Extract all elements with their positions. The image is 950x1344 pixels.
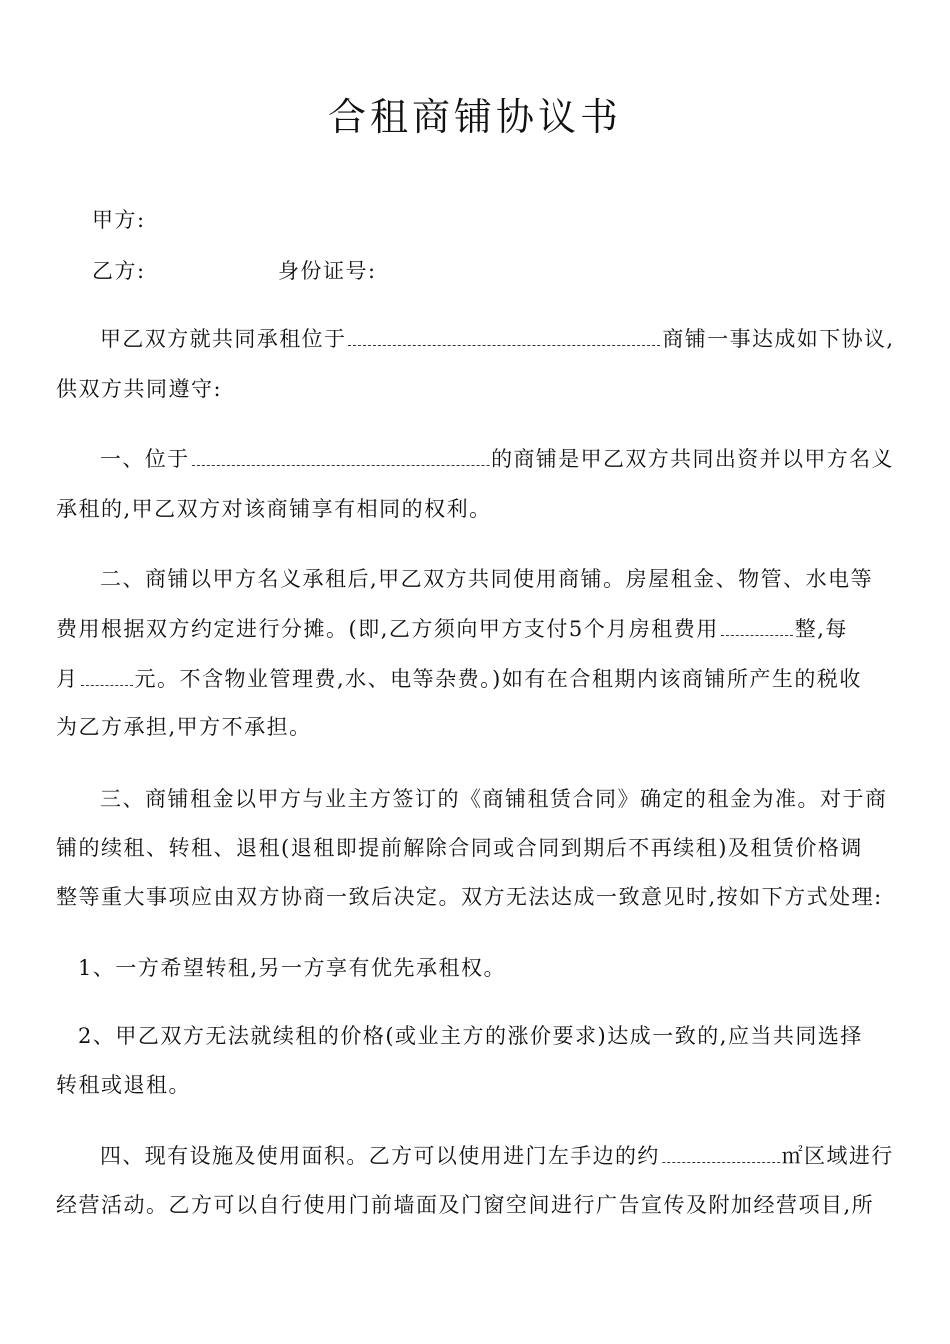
clause4-line-1 (100, 1141, 894, 1171)
intro-text-pre: 甲乙双方就共同承租位于 (100, 327, 347, 351)
area-blank[interactable] (662, 1144, 780, 1163)
clause4-line-2: 经营活动。乙方可以自行使用门前墙面及门窗空间进行广告宣传及附加经营项目,所 (56, 1193, 875, 1217)
clause2-line-3 (56, 664, 862, 694)
intro-line-2: 供双方共同遵守: (56, 377, 223, 401)
intro-line-1 (100, 324, 894, 354)
clause2-line3-pre: 月 (56, 667, 79, 691)
clause3-line-2: 铺的续租、转租、退租(退租即提前解除合同或合同到期后不再续租)及租赁价格调 (56, 836, 863, 860)
document-title: 合租商铺协议书 (327, 95, 622, 139)
party-b-label: 乙方: (92, 259, 146, 283)
item-1: 1、一方希望转租,另一方享有优先承租权。 (78, 956, 507, 980)
clause4-text-pre: 四、现有设施及使用面积。乙方可以使用进门左手边的约 (100, 1144, 660, 1168)
clause1-line-2: 承租的,甲乙双方对该商铺享有相同的权利。 (56, 497, 492, 521)
clause2-line3-post: 元。不含物业管理费,水、电等杂费。)如有在合租期内该商铺所产生的税收 (134, 667, 862, 691)
item-2-line-1: 2、甲乙双方无法就续租的价格(或业主方的涨价要求)达成一致的,应当共同选择 (78, 1024, 863, 1048)
party-a-label: 甲方: (92, 208, 146, 232)
intro-text-post: 商铺一事达成如下协议, (662, 327, 895, 351)
clause2-line2-pre: 费用根据双方约定进行分摊。(即,乙方须向甲方支付5个月房租费用 (56, 617, 719, 641)
clause3-line-1: 三、商铺租金以甲方与业主方签订的《商铺租赁合同》确定的租金为准。对于商 (100, 787, 888, 811)
clause2-line-2 (56, 614, 848, 644)
monthly-rent-blank[interactable] (81, 667, 133, 686)
clause1-text-pre: 一、位于 (100, 447, 190, 471)
clause1-text-post: 的商铺是甲乙双方共同出资并以甲方名义 (491, 447, 894, 471)
clause1-line-1 (100, 444, 894, 474)
rent-total-blank[interactable] (721, 617, 793, 636)
id-number-label: 身份证号: (278, 259, 377, 283)
item-2-line-2: 转租或退租。 (56, 1073, 191, 1097)
clause2-line-1: 二、商铺以甲方名义承租后,甲乙双方共同使用商铺。房屋租金、物管、水电等 (100, 567, 874, 591)
clause2-line-4: 为乙方承担,甲方不承担。 (56, 715, 312, 739)
clause3-line-3: 整等重大事项应由双方协商一致后决定。双方无法达成一致意见时,按如下方式处理: (56, 885, 883, 909)
location-blank[interactable] (348, 327, 660, 346)
clause4-text-post: ㎡区域进行 (781, 1144, 894, 1168)
shop-location-blank[interactable] (191, 447, 489, 466)
clause2-line2-post: 整,每 (794, 617, 848, 641)
